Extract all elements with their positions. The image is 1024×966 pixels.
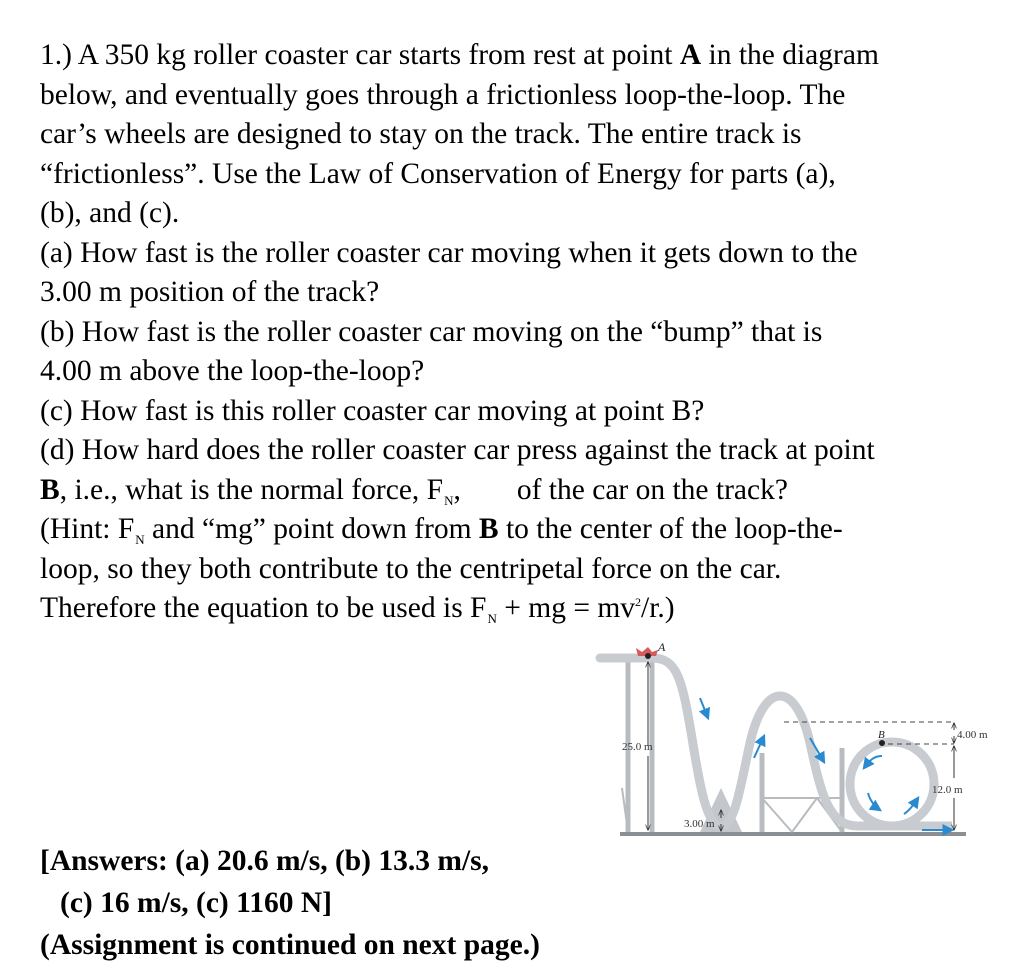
- problem-line-4: “frictionless”. Use the Law of Conservation of Energy for parts (a),: [40, 157, 836, 190]
- question-d-line-2: [40, 471, 1015, 511]
- text-segment: , i.e., what is the normal force, F: [59, 473, 444, 506]
- problem-line-1: [40, 36, 1015, 76]
- problem-line-5: (b), and (c).: [40, 197, 180, 229]
- text-segment: ,: [453, 473, 461, 506]
- text-segment: and “mg” point down from: [144, 513, 479, 545]
- text-segment: + mg = mv: [496, 592, 636, 624]
- answers-line-1: [Answers: (a) 20.6 m/s, (b) 13.3 m/s,: [40, 845, 490, 877]
- roller-coaster-diagram: [592, 638, 992, 863]
- ground: [620, 832, 966, 836]
- loop: [850, 742, 934, 826]
- hint-line-1: [40, 510, 1015, 550]
- point-a-bold: A: [679, 39, 702, 71]
- question-b-line-1: (b) How fast is the roller coaster car moving on the “bump” that is: [40, 315, 823, 348]
- superscript-2: 2: [635, 595, 642, 609]
- label-a: A: [658, 640, 666, 654]
- label-12m: 12.0 m: [932, 784, 963, 796]
- problem-text: [40, 36, 1015, 629]
- text-segment: of the car on the track?: [516, 473, 788, 506]
- text-segment: /r.): [641, 592, 675, 624]
- continued-note: (Assignment is continued on next page.): [40, 929, 540, 961]
- text-segment: 1.) A 350 kg roller coaster car starts from rest at point: [40, 39, 680, 71]
- subscript-n: N: [487, 611, 497, 626]
- label-4m: 4.00 m: [957, 729, 988, 741]
- answers-line-2: (c) 16 m/s, (c) 1160 N]: [60, 887, 332, 919]
- label-3m: 3.00 m: [684, 818, 715, 830]
- label-b: B: [878, 729, 885, 741]
- problem-line-3: car’s wheels are designed to stay on the track. The entire track is: [40, 118, 802, 150]
- question-b-line-2: 4.00 m above the loop-the-loop?: [40, 355, 425, 387]
- text-segment: (Hint: F: [40, 513, 135, 545]
- point-b-bold: B: [478, 513, 499, 545]
- question-c: (c) How fast is this roller coaster car moving at point B?: [40, 394, 705, 427]
- question-a-line-2: 3.00 m position of the track?: [40, 276, 380, 308]
- text-segment: in the diagram: [701, 39, 879, 71]
- subscript-n: N: [135, 532, 145, 547]
- question-d-line-1: (d) How hard does the roller coaster car press against the track at point: [40, 434, 875, 466]
- point-b-bold: B: [40, 473, 60, 506]
- text-segment: to the center of the loop-the-: [498, 513, 843, 545]
- subscript-n: N: [444, 492, 454, 508]
- problem-line-2: below, and eventually goes through a frictionless loop-the-loop. The: [40, 78, 846, 111]
- text-segment: Therefore the equation to be used is F: [40, 592, 487, 624]
- hint-line-2: loop, so they both contribute to the centripetal force on the car.: [40, 552, 782, 585]
- hint-line-3: [40, 589, 1015, 629]
- label-25m: 25.0 m: [622, 741, 653, 753]
- question-a-line-1: (a) How fast is the roller coaster car moving when it gets down to the: [40, 236, 858, 269]
- answers-block: [40, 840, 540, 966]
